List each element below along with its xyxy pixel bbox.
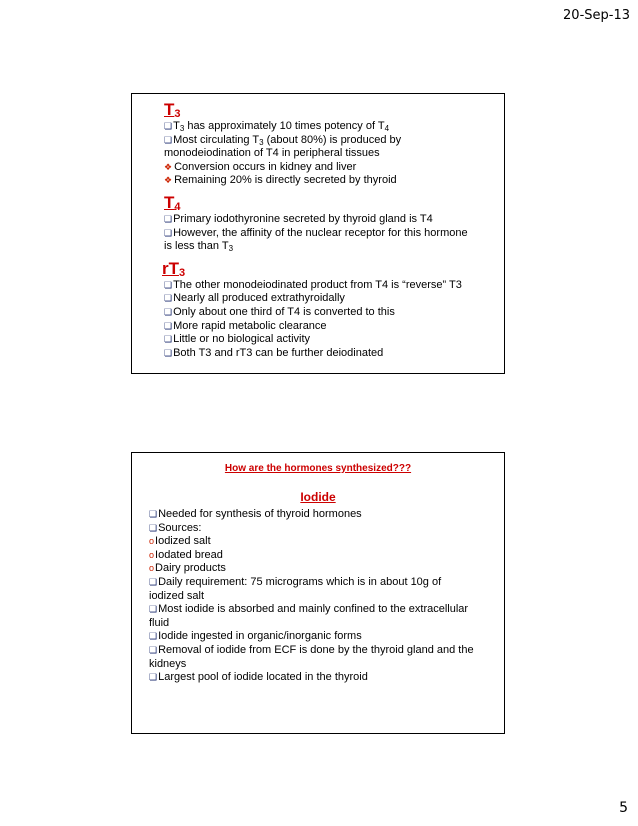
iodide-source-dairy: o Dairy products [149,562,474,576]
rt3-bullet-deiodinated: ❏ Both T3 and rT3 can be further deiodinated [164,347,468,361]
iodide-bullet-requirement: ❏ Daily requirement: 75 micrograms which is in about 10g of [149,576,474,590]
iodide-subheading: Iodide [300,490,336,504]
t3-bullet-potency: ❏ $T_3$ has approximately 10 times potency of $T_4$ [164,120,468,134]
iodide-bullet-absorbed: ❏ Most iodide is absorbed and mainly confined to the extracellular [149,603,474,617]
t3-bullet-circulating: ❏ Most circulating $T_3$ (about 80%) is produced by [164,134,468,148]
iodide-bullet-ingested: ❏ Iodide ingested in organic/inorganic forms [149,630,474,644]
t4-heading: $T_4$ [164,192,181,213]
rt3-bullet-clearance: ❏ More rapid metabolic clearance [164,320,468,334]
iodide-bullet-requirement-cont: iodized salt [149,589,205,602]
t3-subbullet-remaining: ❖ Remaining 20% is directly secreted by thyroid [164,174,468,188]
page-date: 20-Sep-13 [563,8,630,23]
iodide-bullet-removal: ❏ Removal of iodide from ECF is done by the thyroid gland and the [149,644,474,658]
iodide-bullet-sources: ❏ Sources: [149,522,474,536]
iodide-bullet-removal-cont: kidneys [149,657,187,670]
iodide-bullet-pool: ❏ Largest pool of iodide located in the thyroid [149,671,474,685]
rt3-bullet-activity: ❏ Little or no biological activity [164,333,468,347]
t3-subbullet-conversion: ❖ Conversion occurs in kidney and liver [164,161,468,175]
iodide-source-bread: o Iodated bread [149,549,474,563]
rt3-heading: $rT_3$ [162,258,186,279]
t4-bullet-primary: ❏ Primary iodothyronine secreted by thyroid gland is T4 [164,213,468,227]
slide-iodide [131,452,505,734]
t4-bullet-affinity: ❏ However, the affinity of the nuclear receptor for this hormone [164,227,468,241]
t3-heading: $T_3$ [164,100,181,120]
iodide-bullet-absorbed-cont: fluid [149,616,170,629]
rt3-bullet-reverse: ❏ The other monodeiodinated product from T4 is “reverse” T3 [164,279,468,293]
slide2-title: How are the hormones synthesized??? [224,463,412,474]
rt3-bullet-extrathyroidal: ❏ Nearly all produced extrathyroidally [164,292,468,306]
t3-bullet-circulating-cont: monodeiodination of T4 in peripheral tissues [164,147,380,160]
iodide-bullet-needed: ❏ Needed for synthesis of thyroid hormones [149,508,474,522]
iodide-source-salt: o Iodized salt [149,535,474,549]
page-number: 5 [619,800,628,816]
slide-t3-t4-rt3 [131,93,505,374]
rt3-bullet-one-third: ❏ Only about one third of T4 is converted to this [164,306,468,320]
t4-bullet-affinity-cont: is less than $T_3$ [164,240,234,254]
